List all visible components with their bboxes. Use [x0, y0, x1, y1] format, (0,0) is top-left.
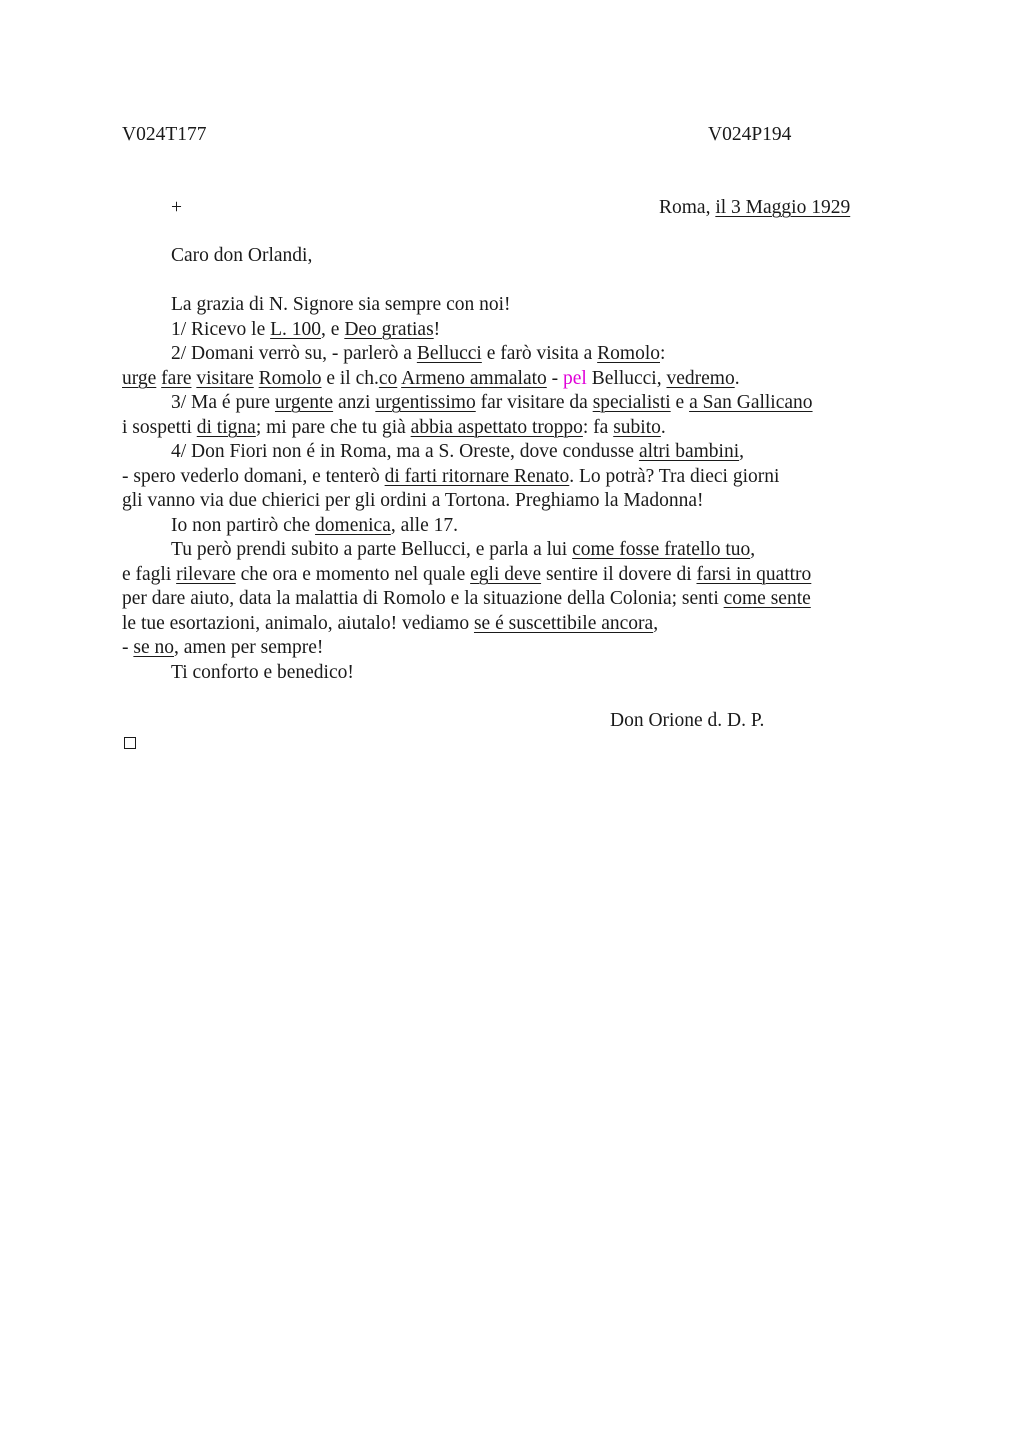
- text-segment: -: [546, 368, 564, 389]
- text-segment: ,: [739, 441, 744, 462]
- text-segment: i sospetti: [122, 417, 197, 438]
- text-segment: Ti conforto e benedico!: [171, 662, 354, 683]
- underlined-text: Bellucci: [416, 343, 482, 364]
- text-segment: .: [660, 417, 666, 438]
- signature: Don Orione d. D. P.: [610, 710, 765, 731]
- text-segment: e il ch.: [321, 368, 379, 389]
- underlined-text: specialisti: [592, 392, 671, 413]
- text-segment: , amen per sempre!: [174, 637, 324, 658]
- place-date: [659, 196, 850, 220]
- underlined-text: se no: [133, 637, 174, 658]
- text-segment: 2/ Domani verrò su, - parlerò a: [171, 343, 417, 364]
- body-line: [171, 391, 813, 415]
- body-line: [122, 563, 811, 587]
- text-segment: , e: [321, 319, 345, 340]
- body-line: [171, 293, 511, 317]
- underlined-text: Romolo: [258, 368, 322, 389]
- text-segment: -: [122, 637, 134, 658]
- underlined-text: co: [378, 368, 398, 389]
- text-segment: anzi: [333, 392, 376, 413]
- text-segment: ,: [653, 613, 659, 634]
- text-segment: sentire il dovere di: [541, 564, 697, 585]
- underlined-text: di tigna: [196, 417, 256, 438]
- underlined-text: visitare: [196, 368, 254, 389]
- text-segment: : fa: [582, 417, 614, 438]
- text-segment: le tue esortazioni, animalo, aiutalo! vediamo: [122, 613, 474, 634]
- underlined-text: farsi in quattro: [696, 564, 812, 585]
- text-segment: - spero vederlo domani, e tenterò: [122, 466, 385, 487]
- text-segment: , alle 17.: [390, 515, 459, 536]
- text-segment: e farò visita a: [481, 343, 598, 364]
- text-segment: 1/ Ricevo le: [171, 319, 271, 340]
- body-line: [171, 661, 354, 685]
- date: il 3 Maggio 1929: [715, 197, 851, 218]
- underlined-text: L. 100: [270, 319, 322, 340]
- text-segment: far visitare da: [475, 392, 593, 413]
- body-line: [122, 367, 740, 391]
- text-segment: Tu però prendi subito a parte Bellucci, e parla a lui: [171, 539, 573, 560]
- body-line: [122, 587, 811, 611]
- underlined-text: come fosse fratello tuo: [572, 539, 751, 560]
- document-code-right: V024P194: [708, 124, 792, 145]
- body-line: [122, 489, 704, 513]
- text-segment: 3/ Ma é pure: [171, 392, 275, 413]
- text-segment: ,: [750, 539, 756, 560]
- text-segment: ; mi pare che tu già: [255, 417, 411, 438]
- body-line: [171, 514, 458, 538]
- underlined-text: di farti ritornare Renato: [384, 466, 570, 487]
- body-line: [171, 538, 755, 562]
- document-code-left: V024T177: [122, 124, 207, 145]
- text-segment: Io non partirò che: [171, 515, 316, 536]
- underlined-text: urgente: [274, 392, 334, 413]
- text-segment: La grazia di N. Signore sia sempre con noi!: [171, 294, 511, 315]
- underlined-text: rilevare: [176, 564, 236, 585]
- underlined-text: subito: [613, 417, 661, 438]
- body-line: [171, 342, 665, 366]
- underlined-text: come sente: [723, 588, 811, 609]
- salutation: Caro don Orlandi,: [171, 245, 313, 266]
- cross-mark: +: [171, 197, 182, 218]
- text-segment: !: [433, 319, 441, 340]
- text-segment: e: [670, 392, 690, 413]
- place: Roma,: [659, 197, 716, 218]
- highlighted-text: pel: [563, 368, 587, 389]
- underlined-text: Deo gratias: [344, 319, 434, 340]
- underlined-text: Armeno ammalato: [401, 368, 547, 389]
- text-segment: :: [660, 343, 666, 364]
- text-segment: 4/ Don Fiori non é in Roma, ma a S. Oreste, dove condusse: [171, 441, 639, 462]
- text-segment: che ora e momento nel quale: [235, 564, 471, 585]
- body-line: [171, 440, 744, 464]
- underlined-text: fare: [161, 368, 192, 389]
- underlined-text: urgentissimo: [375, 392, 476, 413]
- text-segment: Bellucci,: [586, 368, 667, 389]
- underlined-text: egli deve: [470, 564, 542, 585]
- underlined-text: Romolo: [597, 343, 660, 364]
- underlined-text: urge: [122, 368, 157, 389]
- body-line: [122, 612, 658, 636]
- body-line: [122, 416, 666, 440]
- body-line: [171, 318, 440, 342]
- text-segment: .: [734, 368, 740, 389]
- text-segment: e fagli: [122, 564, 177, 585]
- body-line: [122, 636, 323, 660]
- underlined-text: a San Gallicano: [689, 392, 813, 413]
- underlined-text: vedremo: [666, 368, 735, 389]
- underlined-text: domenica: [315, 515, 391, 536]
- text-segment: gli vanno via due chierici per gli ordini a Tortona. Preghiamo la Madonna!: [122, 490, 704, 511]
- underlined-text: abbia aspettato troppo: [410, 417, 583, 438]
- underlined-text: altri bambini: [638, 441, 740, 462]
- body-line: [122, 465, 779, 489]
- underlined-text: se é suscettibile ancora: [473, 613, 654, 634]
- text-segment: per dare aiuto, data la malattia di Romolo e la situazione della Colonia; senti: [122, 588, 724, 609]
- text-segment: . Lo potrà? Tra dieci giorni: [569, 466, 780, 487]
- checkbox-square-icon: [124, 737, 136, 749]
